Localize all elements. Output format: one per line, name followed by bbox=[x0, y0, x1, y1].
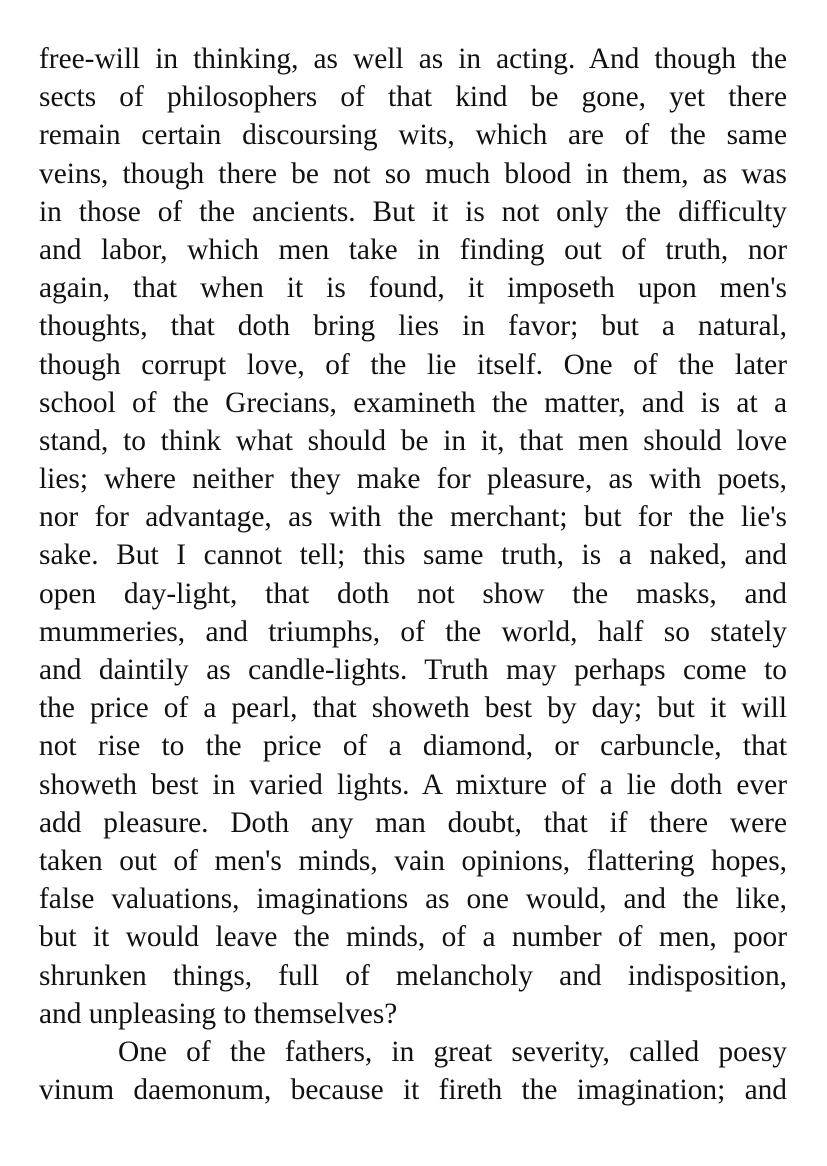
text-line: thoughts, that doth bring lies in favor; but a natural, bbox=[39, 310, 787, 343]
text-line: veins, though there be not so much blood in them, as was bbox=[39, 157, 787, 190]
text-line: lies; where neither they make for pleasure, as with poets, bbox=[39, 463, 787, 496]
text-line: sects of philosophers of that kind be gone, yet there bbox=[39, 81, 787, 114]
text-line: sake. But I cannot tell; this same truth, is a naked, and bbox=[39, 539, 787, 572]
text-line: taken out of men's minds, vain opinions, flattering hopes, bbox=[39, 844, 787, 877]
text-line: and labor, which men take in finding out of truth, nor bbox=[39, 233, 787, 266]
text-line: vinum daemonum, because it fireth the imagination; and bbox=[39, 1074, 787, 1107]
document-page bbox=[39, 40, 787, 1109]
text-line: One of the fathers, in great severity, called poesy bbox=[118, 1035, 787, 1068]
text-line: add pleasure. Doth any man doubt, that if there were bbox=[39, 806, 787, 839]
text-line: mummeries, and triumphs, of the world, half so stately bbox=[39, 615, 787, 648]
text-line: but it would leave the minds, of a number of men, poor bbox=[39, 921, 787, 954]
text-line: in those of the ancients. But it is not only the difficulty bbox=[39, 195, 787, 228]
text-line: false valuations, imaginations as one would, and the like, bbox=[39, 883, 787, 916]
text-line: the price of a pearl, that showeth best by day; but it will bbox=[39, 692, 787, 725]
text-line: open day-light, that doth not show the masks, and bbox=[39, 577, 787, 610]
text-line: and unpleasing to themselves? bbox=[39, 997, 398, 1030]
text-line: though corrupt love, of the lie itself. One of the later bbox=[39, 348, 787, 381]
text-line: free-will in thinking, as well as in acting. And though the bbox=[39, 43, 787, 75]
text-line: and daintily as candle-lights. Truth may perhaps come to bbox=[39, 654, 787, 686]
text-line: school of the Grecians, examineth the matter, and is at a bbox=[39, 386, 787, 419]
text-line: remain certain discoursing wits, which are of the same bbox=[39, 119, 787, 152]
text-line: stand, to think what should be in it, that men should love bbox=[39, 424, 787, 457]
paragraph-1 bbox=[39, 40, 787, 1033]
text-line: nor for advantage, as with the merchant; but for the lie's bbox=[39, 501, 787, 534]
text-line: again, that when it is found, it imposeth upon men's bbox=[39, 272, 787, 305]
text-line: shrunken things, full of melancholy and indisposition, bbox=[39, 959, 787, 992]
paragraph-2 bbox=[39, 1033, 787, 1109]
text-line: showeth best in varied lights. A mixture of a lie doth ever bbox=[39, 768, 787, 801]
text-line: not rise to the price of a diamond, or carbuncle, that bbox=[39, 730, 787, 763]
